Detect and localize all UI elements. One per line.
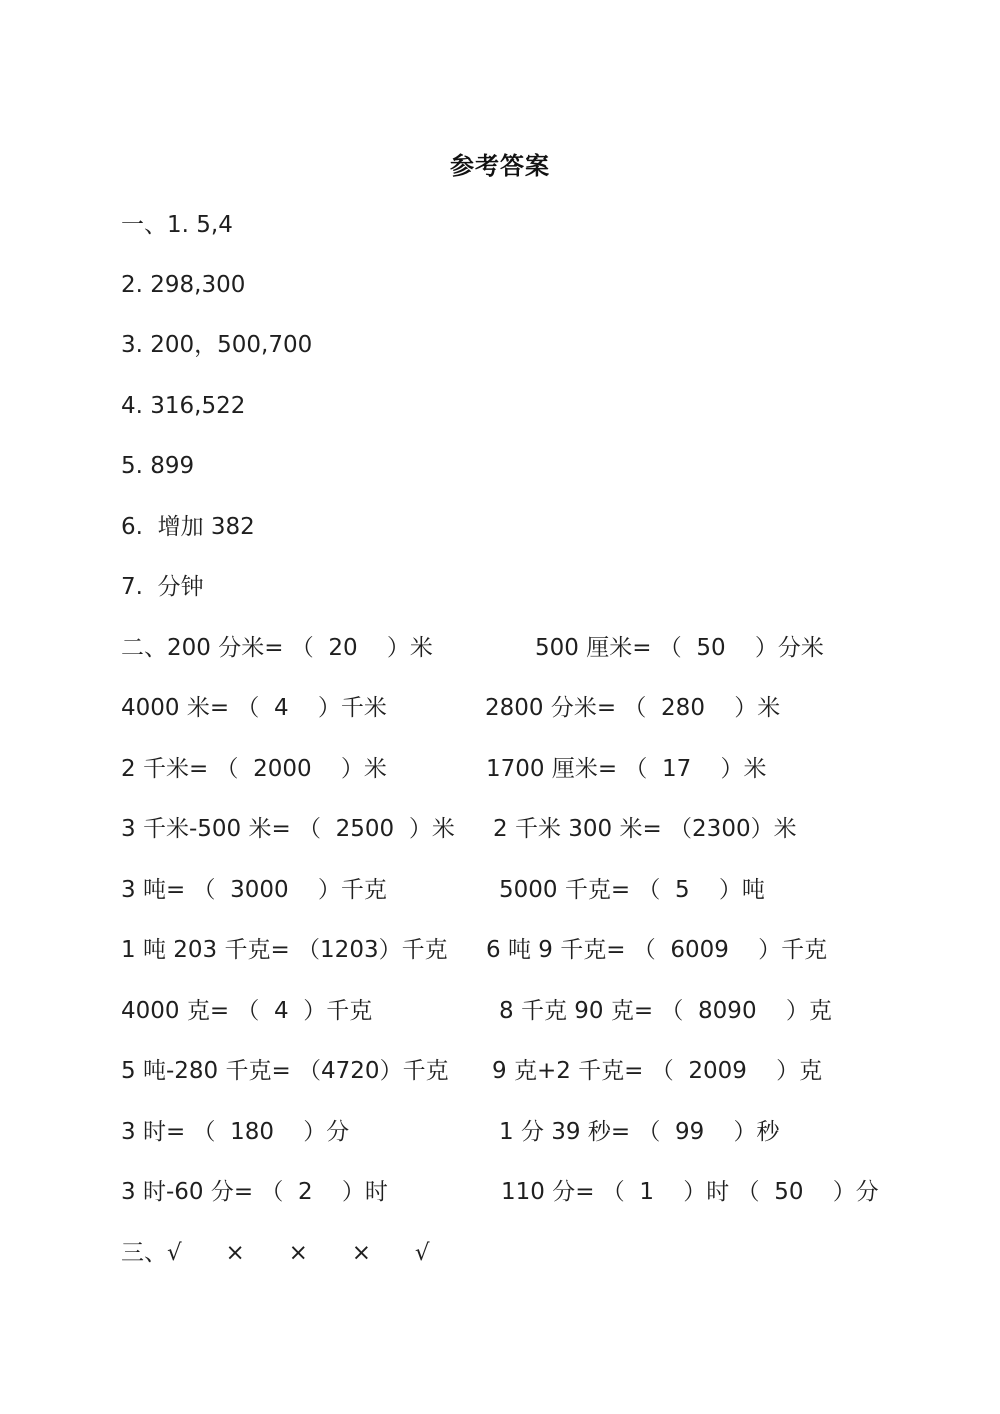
conversion-right: 1700 厘米= （ 17 ）米	[486, 756, 767, 782]
answer-line-4: 4. 316,522	[121, 393, 246, 419]
conversion-left: 4000 克= （ 4 ）千克	[121, 998, 373, 1024]
conversion-right: 9 克+2 千克= （ 2009 ）克	[492, 1058, 823, 1084]
conversion-right: 2 千米 300 米= （2300）米	[493, 816, 797, 842]
conversion-right: 8 千克 90 克= （ 8090 ）克	[499, 998, 832, 1024]
conversion-left: 3 吨= （ 3000 ）千克	[121, 877, 387, 903]
conversion-left: 3 时= （ 180 ）分	[121, 1119, 350, 1145]
answer-line-2: 2. 298,300	[121, 272, 246, 298]
answer-line-1: 一、1. 5,4	[121, 212, 233, 238]
conversion-left: 二、200 分米= （ 20 ）米	[121, 635, 433, 661]
answer-line-7: 7. 分钟	[121, 574, 204, 600]
judgement-answers: 三、√ × × × √	[121, 1240, 430, 1266]
conversion-left: 3 时-60 分= （ 2 ）时	[121, 1179, 388, 1205]
answer-line-3: 3. 200，500,700	[121, 332, 313, 358]
conversion-left: 3 千米-500 米= （ 2500 ）米	[121, 816, 455, 842]
conversion-left: 4000 米= （ 4 ）千米	[121, 695, 387, 721]
answer-line-5: 5. 899	[121, 453, 195, 479]
conversion-right: 500 厘米= （ 50 ）分米	[535, 635, 824, 661]
conversion-right: 2800 分米= （ 280 ）米	[485, 695, 781, 721]
conversion-right: 5000 千克= （ 5 ）吨	[499, 877, 765, 903]
conversion-left: 1 吨 203 千克= （1203）千克	[121, 937, 448, 963]
conversion-right: 6 吨 9 千克= （ 6009 ）千克	[486, 937, 828, 963]
conversion-right: 1 分 39 秒= （ 99 ）秒	[499, 1119, 780, 1145]
conversion-right: 110 分= （ 1 ）时 （ 50 ）分	[501, 1179, 879, 1205]
conversion-left: 5 吨-280 千克= （4720）千克	[121, 1058, 449, 1084]
page-title: 参考答案	[450, 152, 550, 180]
conversion-left: 2 千米= （ 2000 ）米	[121, 756, 387, 782]
answer-line-6: 6. 增加 382	[121, 514, 255, 540]
